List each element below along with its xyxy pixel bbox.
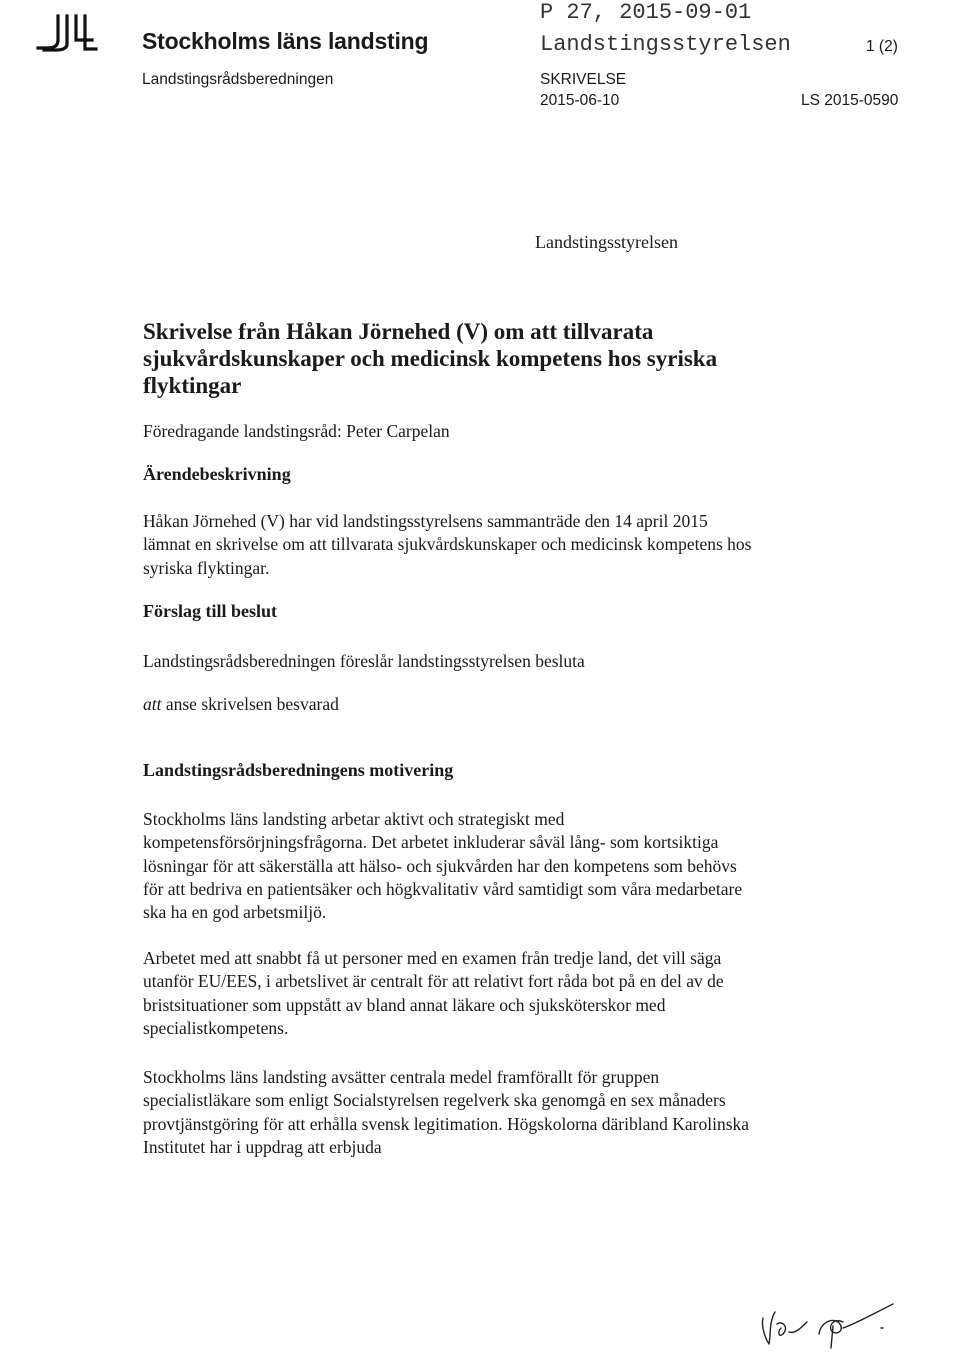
paragraph-motivering-2: Arbetet med att snabbt få ut personer med en examen från tredje land, det vill säga utanför EU/EES, i arbetslivet är centralt för att relativt fort råda bot på en del av de bristsituationer som uppstått av bland annat läkare och sjuksköterskor med specialistkompetens. — [143, 948, 724, 1038]
sll-logo-icon — [34, 10, 138, 54]
handwritten-signature — [755, 1298, 905, 1350]
section-heading-motivering: Landstingsrådsberedningens motivering — [143, 760, 454, 780]
recipient: Landstingsstyrelsen — [535, 232, 678, 252]
stamp-meeting-reference: P 27, 2015-09-01 — [540, 0, 752, 25]
section-heading-arendebeskrivning: Ärendebeskrivning — [143, 464, 291, 484]
stamp-board-name: Landstingsstyrelsen — [540, 32, 791, 57]
section-heading-forslag: Förslag till beslut — [143, 601, 277, 621]
document-title: Skrivelse från Håkan Jörnehed (V) om att tillvarata sjukvårdskunskaper och medicinsk kompetens hos syriska flyktingar — [143, 319, 718, 398]
paragraph-motivering-3: Stockholms läns landsting avsätter centrala medel framförallt för gruppen specialistläkare som enligt Socialstyrelsen regelverk ska genomgå en sex månaders provtjänstgöring för att erhålla svensk legitimation. Högskolorna däribland Karolinska Institutet har i uppdrag att erbjuda — [143, 1067, 750, 1157]
paragraph-att-clause — [143, 693, 753, 716]
att-word: att — [143, 694, 162, 714]
paragraph-proposal: Landstingsrådsberedningen föreslår landstingsstyrelsen besluta — [143, 651, 585, 671]
organization-name: Stockholms läns landsting — [142, 28, 429, 54]
presenter-line: Föredragande landstingsråd: Peter Carpelan — [143, 421, 450, 441]
paragraph-arendebeskrivning: Håkan Jörnehed (V) har vid landstingsstyrelsens sammanträde den 14 april 2015 lämnat en skrivelse om att tillvarata sjukvårdskunskaper och medicinsk kompetens hos syriska flyktingar. — [143, 511, 752, 578]
page-number: 1 (2) — [866, 38, 898, 55]
document-reference: LS 2015-0590 — [801, 92, 899, 109]
document-type: SKRIVELSE — [540, 71, 627, 88]
att-text: anse skrivelsen besvarad — [165, 694, 339, 714]
paragraph-motivering-1: Stockholms läns landsting arbetar aktivt och strategiskt med kompetensförsörjningsfrågorna. Det arbetet inkluderar såväl lång- som kortsiktiga lösningar för att säkerställa att hälso- och sjukvården har den kompetens som behövs för att bedriva en patientsäker och högkvalitativ vård samtidigt som våra medarbetare ska ha en god arbetsmiljö. — [143, 809, 743, 923]
document-date: 2015-06-10 — [540, 92, 620, 109]
department-name: Landstingsrådsberedningen — [142, 71, 334, 88]
